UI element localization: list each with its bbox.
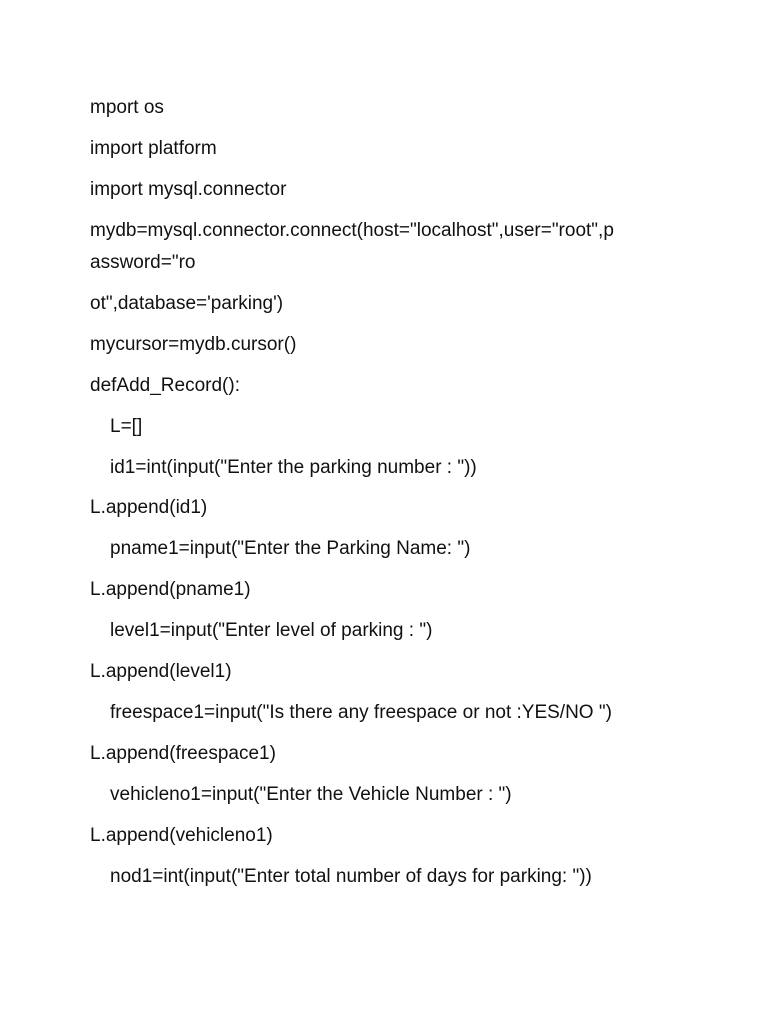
code-line-import-mysql: import mysql.connector — [90, 179, 287, 200]
code-line-import-os: mport os — [90, 97, 164, 118]
code-line-append-vehicleno: L.append(vehicleno1) — [90, 825, 273, 846]
code-line-level-input: level1=input("Enter level of parking : ") — [110, 620, 433, 641]
code-line-cursor: mycursor=mydb.cursor() — [90, 334, 297, 355]
code-line-connect-continued: assword="ro — [90, 252, 196, 273]
code-line-database: ot",database='parking') — [90, 293, 284, 314]
code-line-nod-input: nod1=int(input("Enter total number of days for parking: ")) — [110, 866, 592, 887]
code-line-pname-input: pname1=input("Enter the Parking Name: ") — [110, 538, 471, 559]
code-line-import-platform: import platform — [90, 138, 217, 159]
code-line-append-id: L.append(id1) — [90, 497, 208, 518]
code-line-append-pname: L.append(pname1) — [90, 579, 251, 600]
code-line-append-freespace: L.append(freespace1) — [90, 743, 276, 764]
code-line-id-input: id1=int(input("Enter the parking number : ")) — [110, 457, 477, 478]
code-line-append-level: L.append(level1) — [90, 661, 232, 682]
code-line-connect: mydb=mysql.connector.connect(host="localhost",user="root",p — [90, 220, 614, 241]
code-line-freespace-input: freespace1=input("Is there any freespace or not :YES/NO ") — [110, 702, 612, 723]
code-line-vehicleno-input: vehicleno1=input("Enter the Vehicle Number : ") — [110, 784, 512, 805]
code-line-list-init: L=[] — [110, 416, 143, 437]
code-line-def-add-record: defAdd_Record(): — [90, 375, 240, 396]
